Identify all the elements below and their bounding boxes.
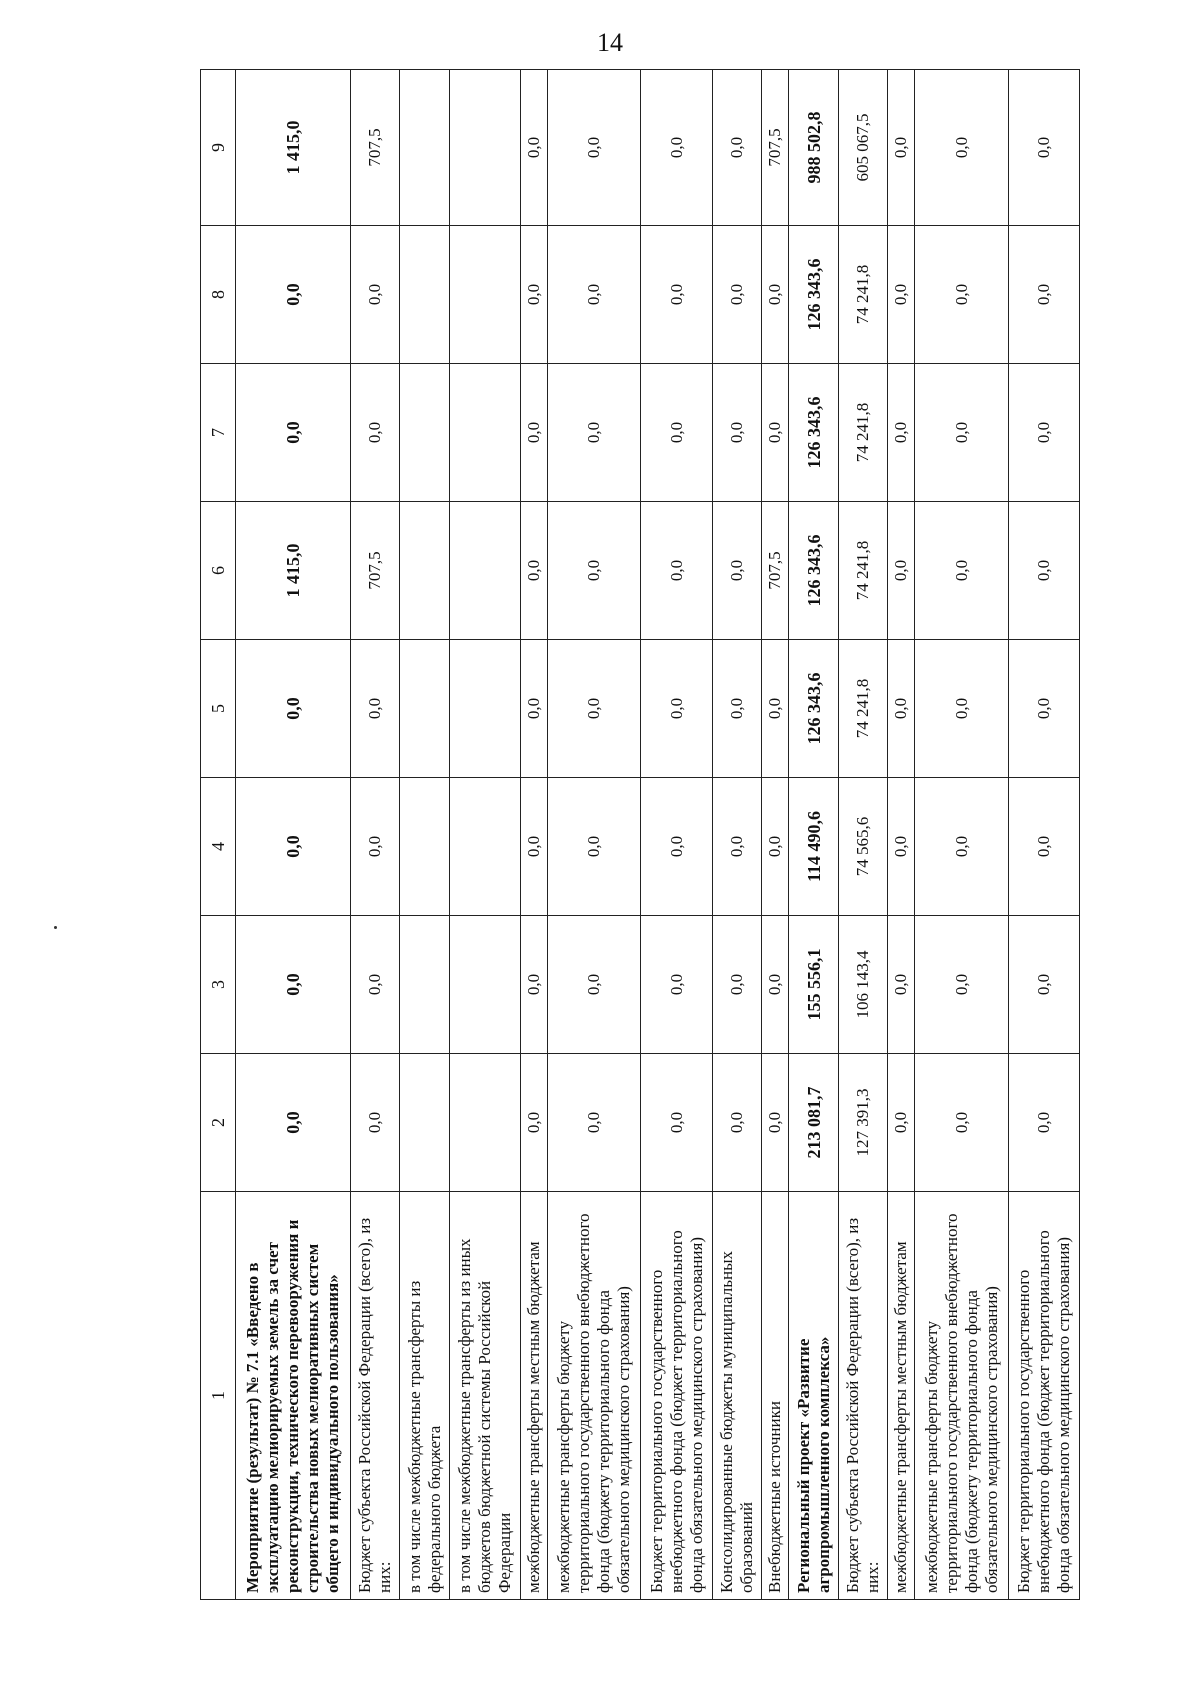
value-cell	[449, 1054, 520, 1192]
value-cell: 0,0	[548, 916, 641, 1054]
value-cell: 0,0	[548, 1054, 641, 1192]
value-cell: 988 502,8	[789, 70, 838, 226]
table-row	[236, 70, 351, 1600]
value-cell: 0,0	[762, 916, 789, 1054]
budget-table	[200, 69, 1080, 1600]
value-cell	[449, 364, 520, 502]
value-cell	[449, 916, 520, 1054]
value-cell: 0,0	[236, 1054, 351, 1192]
row-label: межбюджетные трансферты бюджету территориального государственного внебюджетного фонда (бюджету территориального фонда обязательного медицинского страхования)	[548, 1192, 641, 1600]
value-cell: 0,0	[548, 70, 641, 226]
value-cell: 0,0	[915, 364, 1008, 502]
header-cell: 5	[201, 640, 236, 778]
value-cell: 127 391,3	[838, 1054, 887, 1192]
value-cell: 0,0	[520, 364, 547, 502]
header-cell: 4	[201, 778, 236, 916]
scan-speck	[54, 926, 57, 929]
value-cell: 0,0	[888, 778, 915, 916]
table-row	[548, 70, 641, 1600]
row-label: Региональный проект «Развитие агропромышленного комплекса»	[789, 1192, 838, 1600]
value-cell	[449, 70, 520, 226]
value-cell: 0,0	[915, 70, 1008, 226]
value-cell: 0,0	[520, 70, 547, 226]
value-cell: 0,0	[641, 364, 712, 502]
value-cell: 0,0	[236, 778, 351, 916]
value-cell: 0,0	[548, 502, 641, 640]
row-label: Бюджет территориального государственного внебюджетного фонда (бюджет территориального фонда обязательного медицинского страхования)	[641, 1192, 712, 1600]
value-cell: 0,0	[712, 502, 761, 640]
value-cell: 74 241,8	[838, 640, 887, 778]
value-cell: 0,0	[351, 778, 400, 916]
value-cell: 0,0	[888, 502, 915, 640]
value-cell	[400, 70, 449, 226]
value-cell: 0,0	[1008, 1054, 1079, 1192]
value-cell: 155 556,1	[789, 916, 838, 1054]
value-cell: 0,0	[641, 916, 712, 1054]
value-cell: 0,0	[762, 640, 789, 778]
value-cell: 0,0	[762, 226, 789, 364]
value-cell: 0,0	[641, 778, 712, 916]
value-cell: 0,0	[236, 640, 351, 778]
value-cell: 0,0	[1008, 640, 1079, 778]
row-label: Бюджет субъекта Российской Федерации (всего), из них:	[838, 1192, 887, 1600]
value-cell: 0,0	[888, 1054, 915, 1192]
value-cell: 0,0	[520, 640, 547, 778]
value-cell	[400, 502, 449, 640]
row-label: в том числе межбюджетные трансферты из иных бюджетов бюджетной системы Российской Федерации	[449, 1192, 520, 1600]
value-cell	[400, 916, 449, 1054]
value-cell: 707,5	[762, 70, 789, 226]
value-cell: 0,0	[712, 70, 761, 226]
value-cell: 0,0	[888, 640, 915, 778]
value-cell: 0,0	[762, 364, 789, 502]
value-cell: 126 343,6	[789, 226, 838, 364]
value-cell: 0,0	[712, 640, 761, 778]
row-label: Консолидированные бюджеты муниципальных образований	[712, 1192, 761, 1600]
value-cell: 0,0	[236, 226, 351, 364]
row-label: межбюджетные трансферты местным бюджетам	[520, 1192, 547, 1600]
value-cell: 106 143,4	[838, 916, 887, 1054]
table-row	[400, 70, 449, 1600]
header-row	[201, 70, 236, 1600]
value-cell: 126 343,6	[789, 364, 838, 502]
value-cell: 0,0	[1008, 226, 1079, 364]
value-cell: 0,0	[915, 640, 1008, 778]
value-cell: 0,0	[641, 70, 712, 226]
value-cell: 0,0	[520, 226, 547, 364]
row-label: межбюджетные трансферты местным бюджетам	[888, 1192, 915, 1600]
header-cell: 3	[201, 916, 236, 1054]
value-cell	[400, 778, 449, 916]
value-cell: 0,0	[888, 226, 915, 364]
header-cell: 6	[201, 502, 236, 640]
value-cell: 0,0	[888, 364, 915, 502]
table-row	[449, 70, 520, 1600]
row-label: Внебюджетные источники	[762, 1192, 789, 1600]
table-row	[712, 70, 761, 1600]
value-cell: 0,0	[641, 502, 712, 640]
value-cell: 114 490,6	[789, 778, 838, 916]
value-cell	[449, 640, 520, 778]
table-row	[641, 70, 712, 1600]
value-cell: 707,5	[351, 70, 400, 226]
value-cell: 0,0	[712, 1054, 761, 1192]
table-row	[915, 70, 1008, 1600]
value-cell: 1 415,0	[236, 502, 351, 640]
value-cell: 0,0	[915, 778, 1008, 916]
value-cell: 605 067,5	[838, 70, 887, 226]
value-cell: 0,0	[915, 226, 1008, 364]
value-cell: 0,0	[548, 226, 641, 364]
value-cell: 0,0	[548, 364, 641, 502]
value-cell: 74 241,8	[838, 226, 887, 364]
value-cell	[400, 1054, 449, 1192]
row-label: межбюджетные трансферты бюджету территориального государственного внебюджетного фонда (бюджету территориального фонда обязательного медицинского страхования)	[915, 1192, 1008, 1600]
header-cell: 1	[201, 1192, 236, 1600]
header-cell: 7	[201, 364, 236, 502]
value-cell: 0,0	[351, 640, 400, 778]
value-cell: 0,0	[712, 226, 761, 364]
value-cell: 74 241,8	[838, 502, 887, 640]
value-cell: 0,0	[236, 364, 351, 502]
table-row	[838, 70, 887, 1600]
value-cell: 0,0	[915, 1054, 1008, 1192]
value-cell: 0,0	[520, 1054, 547, 1192]
value-cell: 0,0	[351, 916, 400, 1054]
table-row	[1008, 70, 1079, 1600]
table-row	[351, 70, 400, 1600]
value-cell	[400, 640, 449, 778]
value-cell	[449, 226, 520, 364]
row-label: Бюджет субъекта Российской Федерации (всего), из них:	[351, 1192, 400, 1600]
table-body	[236, 70, 1080, 1600]
rotated-table-container	[200, 70, 1080, 1600]
value-cell: 707,5	[762, 502, 789, 640]
table-row	[888, 70, 915, 1600]
value-cell: 0,0	[641, 640, 712, 778]
value-cell: 0,0	[520, 916, 547, 1054]
header-cell: 9	[201, 70, 236, 226]
value-cell: 0,0	[712, 778, 761, 916]
value-cell	[400, 226, 449, 364]
table-row	[789, 70, 838, 1600]
row-label: Мероприятие (результат) № 7.1 «Введено в эксплуатацию мелиорируемых земель за счет реконструкции, технического перевооружения и строительства новых мелиоративных систем общего и индивидуального пользования»	[236, 1192, 351, 1600]
value-cell: 126 343,6	[789, 502, 838, 640]
value-cell	[449, 502, 520, 640]
value-cell: 0,0	[520, 502, 547, 640]
value-cell: 0,0	[712, 916, 761, 1054]
value-cell: 1 415,0	[236, 70, 351, 226]
value-cell: 0,0	[641, 226, 712, 364]
value-cell: 0,0	[351, 1054, 400, 1192]
value-cell: 0,0	[712, 364, 761, 502]
value-cell: 0,0	[888, 70, 915, 226]
value-cell: 0,0	[915, 916, 1008, 1054]
value-cell: 0,0	[1008, 778, 1079, 916]
value-cell: 213 081,7	[789, 1054, 838, 1192]
value-cell: 0,0	[351, 364, 400, 502]
row-label: Бюджет территориального государственного внебюджетного фонда (бюджет территориального фонда обязательного медицинского страхования)	[1008, 1192, 1079, 1600]
value-cell: 0,0	[520, 778, 547, 916]
value-cell: 707,5	[351, 502, 400, 640]
value-cell	[400, 364, 449, 502]
header-cell: 2	[201, 1054, 236, 1192]
value-cell: 0,0	[762, 1054, 789, 1192]
table-row	[520, 70, 547, 1600]
value-cell: 74 241,8	[838, 364, 887, 502]
value-cell: 0,0	[548, 640, 641, 778]
value-cell: 0,0	[351, 226, 400, 364]
value-cell: 0,0	[1008, 70, 1079, 226]
value-cell: 126 343,6	[789, 640, 838, 778]
header-cell: 8	[201, 226, 236, 364]
page-number: 14	[597, 28, 623, 57]
value-cell: 0,0	[236, 916, 351, 1054]
value-cell: 0,0	[641, 1054, 712, 1192]
value-cell: 74 565,6	[838, 778, 887, 916]
value-cell: 0,0	[548, 778, 641, 916]
value-cell: 0,0	[1008, 364, 1079, 502]
value-cell: 0,0	[915, 502, 1008, 640]
table-row	[762, 70, 789, 1600]
value-cell: 0,0	[1008, 916, 1079, 1054]
row-label: в том числе межбюджетные трансферты из федерального бюджета	[400, 1192, 449, 1600]
value-cell: 0,0	[762, 778, 789, 916]
value-cell	[449, 778, 520, 916]
value-cell: 0,0	[888, 916, 915, 1054]
value-cell: 0,0	[1008, 502, 1079, 640]
